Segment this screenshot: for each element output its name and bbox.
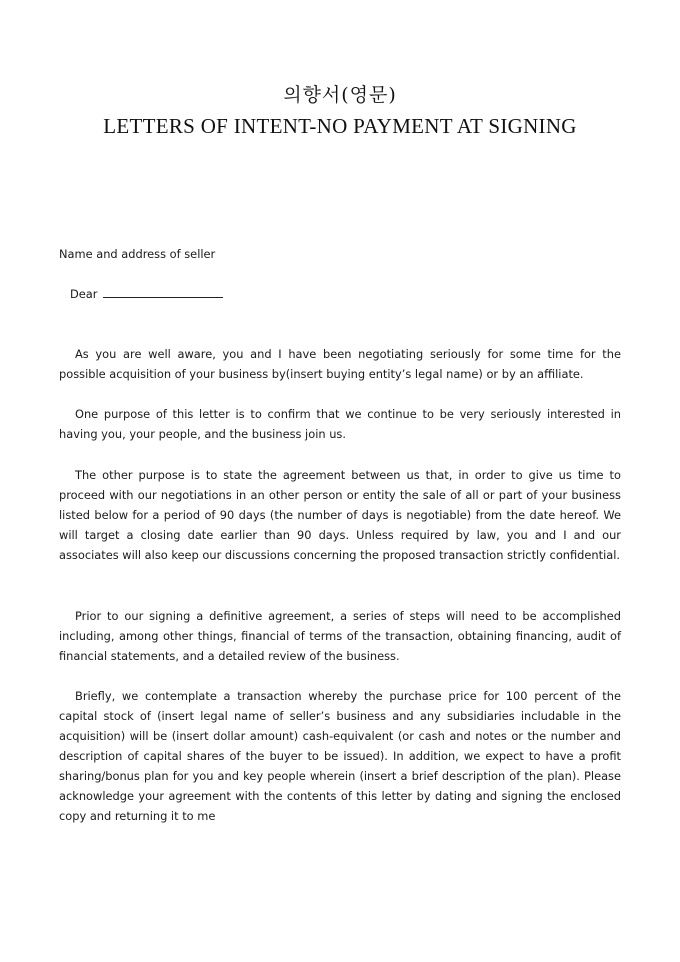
recipient-blank-line	[103, 285, 223, 298]
title-korean: 의향서(영문)	[283, 84, 397, 106]
paragraph-steps: Prior to our signing a definitive agreement, a series of steps will need to be accomplished including, among other things, financial of terms of the transaction, obtaining financing, audit of financial statements, and a detailed review of the business.	[59, 609, 621, 663]
seller-name-address-line: Name and address of seller	[59, 247, 216, 261]
paragraph-agreement: The other purpose is to state the agreement between us that, in order to give us time to proceed with our negotiations in an other person or entity the sale of all or part of your business listed below for a period of 90 days (the number of days is negotiable) from the date hereof. We will target a closing date earlier than 90 days. Unless required by law, you and I and our associates will also keep our discussions concerning the proposed transaction strictly confidential.	[59, 468, 621, 562]
paragraph-purpose: One purpose of this letter is to confirm that we continue to be very seriously interested in having you, your people, and the business join us.	[59, 407, 621, 441]
paragraph-acquisition: As you are well aware, you and I have been negotiating seriously for some time for the possible acquisition of your business by(insert buying entity’s legal name) or by an affiliate.	[59, 347, 621, 381]
salutation-text: Dear	[70, 287, 98, 301]
title-block	[60, 82, 620, 143]
salutation-line	[70, 284, 632, 304]
title-english: LETTERS OF INTENT-NO PAYMENT AT SIGNING	[103, 114, 577, 138]
paragraph-transaction: Briefly, we contemplate a transaction whereby the purchase price for 100 percent of the capital stock of (insert legal name of seller’s business and any subsidiaries includable in the acquisition) will be (insert dollar amount) cash-equivalent (or cash and notes or the number and description of capital shares of the buyer to be issued). In addition, we expect to have a profit sharing/bonus plan for you and key people wherein (insert a brief description of the plan). Please acknowledge your agreement with the contents of this letter by dating and signing the enclosed copy and returning it to me	[59, 689, 621, 823]
